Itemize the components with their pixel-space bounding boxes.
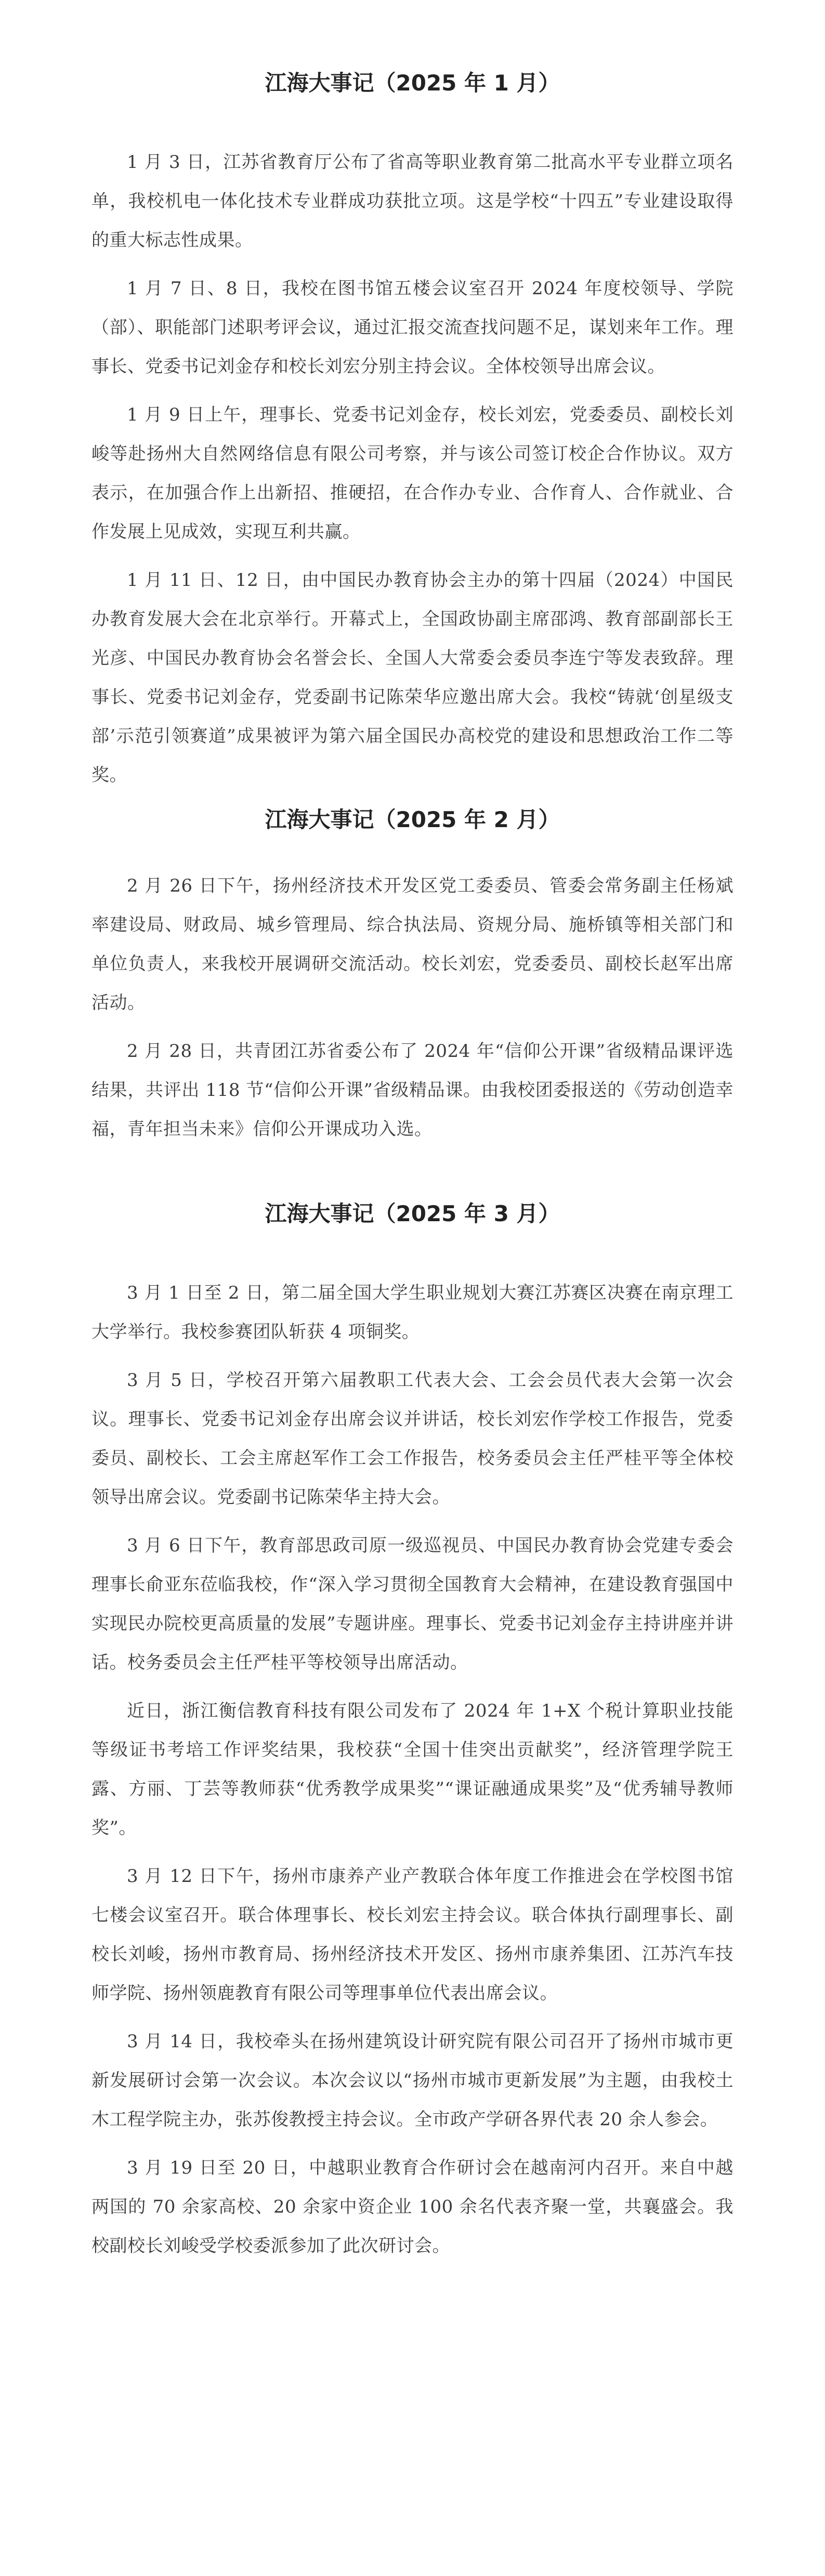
section-title-march: 江海大事记（2025 年 3 月） [265,1201,560,1226]
march-item-5: 3 月 12 日下午，扬州市康养产业产教联合体年度工作推进会在学校图书馆七楼会议室召开。联合体理事长、校长刘宏主持会议。联合体执行副理事长、副校长刘峻，扬州市教育局、扬州经济技术开发区、扬州市康养集团、江苏汽车技师学院、扬州领鹿教育有限公司等理事单位代表出席会议。 [91,1866,734,2004]
march-item-3: 3 月 6 日下午，教育部思政司原一级巡视员、中国民办教育协会党建专委会理事长俞亚东莅临我校，作“深入学习贯彻全国教育大会精神，在建设教育强国中实现民办院校更高质量的发展”专题讲座。理事长、党委书记刘金存主持讲座并讲话。校务委员会主任严桂平等校领导出席活动。 [91,1535,734,1673]
january-item-4: 1 月 11 日、12 日，由中国民办教育协会主办的第十四届（2024）中国民办教育发展大会在北京举行。开幕式上，全国政协副主席邵鸿、教育部副部长王光彦、中国民办教育协会名誉会长、全国人大常委会委员李连宁等发表致辞。理事长、党委书记刘金存，党委副书记陈荣华应邀出席大会。我校“铸就‘创星级支部’示范引领赛道”成果被评为第六届全国民办高校党的建设和思想政治工作二等奖。 [91,570,734,786]
march-item-4: 近日，浙江衡信教育科技有限公司发布了 2024 年 1+X 个税计算职业技能等级证书考培工作评奖结果，我校获“全国十佳突出贡献奖”，经济管理学院王露、方丽、丁芸等教师获“优秀教学成果奖”“课证融通成果奖”及“优秀辅导教师奖”。 [91,1701,734,1838]
january-item-3: 1 月 9 日上午，理事长、党委书记刘金存，校长刘宏，党委委员、副校长刘峻等赴扬州大自然网络信息有限公司考察，并与该公司签订校企合作协议。双方表示，在加强合作上出新招、推硬招，在合作办专业、合作育人、合作就业、合作发展上见成效，实现互利共赢。 [91,404,734,542]
february-item-2: 2 月 28 日，共青团江苏省委公布了 2024 年“信仰公开课”省级精品课评选结果，共评出 118 节“信仰公开课”省级精品课。由我校团委报送的《劳动创造幸福，青年担当未来》信仰公开课成功入选。 [91,1041,734,1140]
january-item-2: 1 月 7 日、8 日，我校在图书馆五楼会议室召开 2024 年度校领导、学院（部）、职能部门述职考评会议，通过汇报交流查找问题不足，谋划来年工作。理事长、党委书记刘金存和校长刘宏分别主持会议。全体校领导出席会议。 [91,278,734,377]
march-item-1: 3 月 1 日至 2 日，第二届全国大学生职业规划大赛江苏赛区决赛在南京理工大学举行。我校参赛团队斩获 4 项铜奖。 [91,1283,734,1342]
section-title-january: 江海大事记（2025 年 1 月） [265,70,560,96]
march-item-7: 3 月 19 日至 20 日，中越职业教育合作研讨会在越南河内召开。来自中越两国的 70 余家高校、20 余家中资企业 100 余名代表齐聚一堂，共襄盛会。我校副校长刘峻受学校委派参加了此次研讨会。 [91,2157,734,2256]
january-item-1: 1 月 3 日，江苏省教育厅公布了省高等职业教育第二批高水平专业群立项名单，我校机电一体化技术专业群成功获批立项。这是学校“十四五”专业建设取得的重大标志性成果。 [91,152,734,251]
march-item-2: 3 月 5 日，学校召开第六届教职工代表大会、工会会员代表大会第一次会议。理事长、党委书记刘金存出席会议并讲话，校长刘宏作学校工作报告，党委委员、副校长、工会主席赵军作工会工作报告，校务委员会主任严桂平等全体校领导出席会议。党委副书记陈荣华主持大会。 [91,1370,734,1508]
march-item-6: 3 月 14 日，我校牵头在扬州建筑设计研究院有限公司召开了扬州市城市更新发展研讨会第一次会议。本次会议以“扬州市城市更新发展”为主题，由我校土木工程学院主办，张苏俊教授主持会议。全市政产学研各界代表 20 余人参会。 [91,2031,734,2130]
february-item-1: 2 月 26 日下午，扬州经济技术开发区党工委委员、管委会常务副主任杨斌率建设局、财政局、城乡管理局、综合执法局、资规分局、施桥镇等相关部门和单位负责人，来我校开展调研交流活动。校长刘宏，党委委员、副校长赵军出席活动。 [91,875,734,1013]
section-title-february: 江海大事记（2025 年 2 月） [265,807,560,832]
